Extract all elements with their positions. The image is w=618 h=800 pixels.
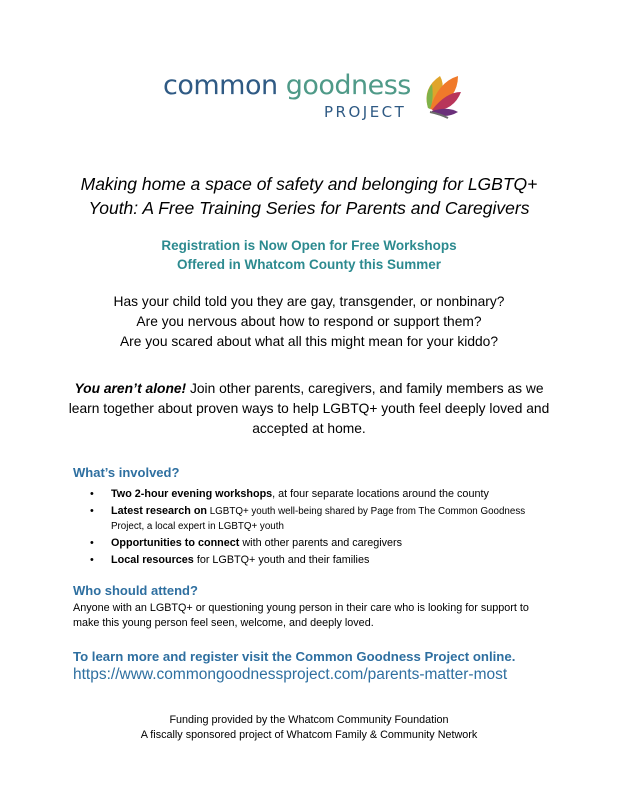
list-item [73,536,553,551]
item-text: with other parents and caregivers [239,537,403,549]
sponsor-line: A fiscally sponsored project of Whatcom Family & Community Network [140,729,478,741]
item-bold: Opportunities to connect [111,537,240,549]
item-text: LGBTQ+ youth well-being shared by Page from The Common Goodness Project, a local expert in LGBTQ+ youth [111,506,526,532]
title-line-2: Youth: A Free Training Series for Parents and Caregivers [88,198,530,218]
bullet-icon: • [90,537,94,549]
logo-word-goodness: goodness [285,70,411,101]
list-item [73,504,553,534]
common-goodness-logo [163,64,463,124]
item-text: for LGBTQ+ youth and their families [193,554,370,566]
who-should-attend-heading: Who should attend? [73,583,198,598]
leaf-icon [418,70,463,120]
question-line: Are you nervous about how to respond or support them? [136,314,482,329]
funding-line: Funding provided by the Whatcom Community Foundation [169,714,449,726]
registration-link[interactable]: https://www.commongoodnessproject.com/parents-matter-most [73,666,508,683]
logo-word-common: common [163,70,278,101]
registration-line-2: Offered in Whatcom County this Summer [176,257,442,272]
item-bold: Latest research on [111,505,208,517]
item-bold: Local resources [111,554,194,566]
registration-announcement [20,236,598,274]
whats-involved-heading: What’s involved? [73,465,180,480]
list-item [73,553,553,568]
involved-list [73,487,553,570]
title-line-1: Making home a space of safety and belonging for LGBTQ+ [80,174,538,194]
you-arent-alone-paragraph [60,379,558,439]
who-should-attend-text: Anyone with an LGBTQ+ or questioning young person in their care who is looking for support to make this young person feel seen, welcome, and deeply loved. [73,602,529,629]
registration-line-1: Registration is Now Open for Free Workshops [161,238,457,253]
learn-more-text: To learn more and register visit the Common Goodness Project online. [73,649,516,664]
bullet-icon: • [90,554,94,566]
alone-emphasis: You aren’t alone! [74,381,187,396]
alone-text: Join other parents, caregivers, and family members as we learn together about proven ways to help LGBTQ+ youth feel deeply loved and accepted at home. [68,381,550,436]
questions-block [20,292,598,352]
bullet-icon: • [90,488,94,500]
bullet-icon: • [90,505,94,517]
item-bold: Two 2-hour evening workshops [111,488,273,500]
flyer-title [20,172,598,220]
question-line: Are you scared about what all this might mean for your kiddo? [119,334,499,349]
logo-subtitle: PROJECT [324,103,407,121]
question-line: Has your child told you they are gay, transgender, or nonbinary? [113,294,505,309]
footer [20,713,598,743]
item-text: , at four separate locations around the county [272,488,489,500]
logo-wordmark [163,70,411,101]
list-item [73,487,553,502]
